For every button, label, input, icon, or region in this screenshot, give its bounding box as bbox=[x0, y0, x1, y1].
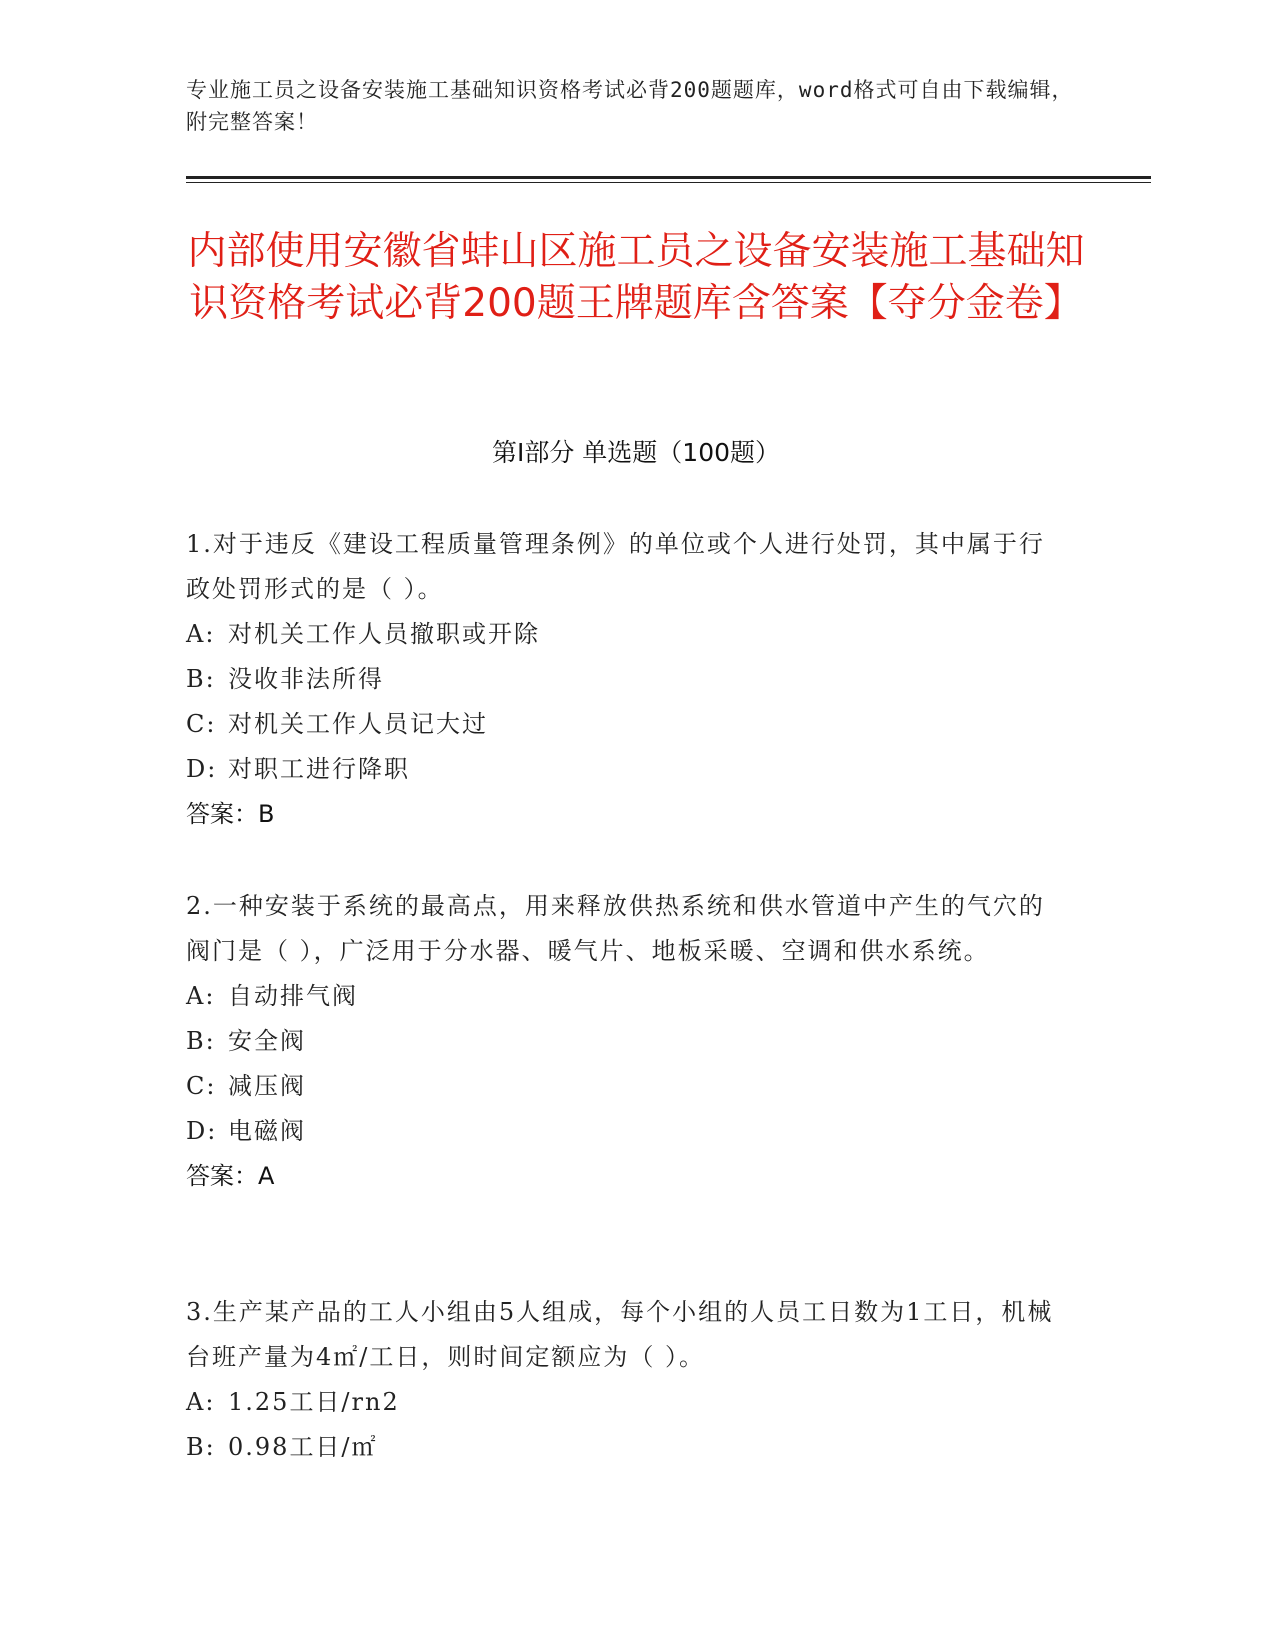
option-text: 0.98工日/㎡ bbox=[228, 1433, 378, 1461]
question-1 bbox=[186, 522, 1066, 837]
question-2 bbox=[186, 884, 1066, 1199]
option-d bbox=[186, 747, 1066, 792]
option-a bbox=[186, 974, 1066, 1019]
option-letter: B: bbox=[186, 1433, 216, 1461]
option-text: 对机关工作人员记大过 bbox=[228, 710, 488, 738]
option-text: 没收非法所得 bbox=[228, 665, 384, 693]
option-text: 对机关工作人员撤职或开除 bbox=[228, 620, 540, 648]
option-letter: B: bbox=[186, 1027, 216, 1055]
option-c bbox=[186, 1064, 1066, 1109]
option-letter: C: bbox=[186, 1072, 217, 1100]
section-title: 第Ⅰ部分 单选题（100题） bbox=[491, 438, 781, 467]
option-b bbox=[186, 1425, 1066, 1470]
option-letter: C: bbox=[186, 710, 217, 738]
option-text: 安全阀 bbox=[228, 1027, 306, 1055]
option-d bbox=[186, 1109, 1066, 1154]
option-b bbox=[186, 1019, 1066, 1064]
option-a bbox=[186, 612, 1066, 657]
question-stem: 1.对于违反《建设工程质量管理条例》的单位或个人进行处罚，其中属于行政处罚形式的是（ ）。 bbox=[186, 530, 1045, 603]
option-letter: A: bbox=[186, 1388, 216, 1416]
answer-line: 答案：A bbox=[186, 1162, 275, 1190]
option-text: 自动排气阀 bbox=[228, 982, 358, 1010]
question-stem: 3.生产某产品的工人小组由5人组成，每个小组的人员工日数为1工日，机械台班产量为4㎡/工日，则时间定额应为（ ）。 bbox=[186, 1298, 1054, 1371]
option-text: 对职工进行降职 bbox=[228, 755, 410, 783]
option-text: 电磁阀 bbox=[228, 1117, 306, 1145]
header-rule-thick bbox=[186, 176, 1151, 179]
question-stem: 2.一种安装于系统的最高点，用来释放供热系统和供水管道中产生的气穴的阀门是（ ），广泛用于分水器、暖气片、地板采暖、空调和供水系统。 bbox=[186, 892, 1045, 965]
header-note: 专业施工员之设备安装施工基础知识资格考试必背200题题库，word格式可自由下载编辑，附完整答案！ bbox=[186, 78, 1074, 134]
option-text: 1.25工日/rn2 bbox=[228, 1388, 400, 1416]
option-b bbox=[186, 657, 1066, 702]
option-text: 减压阀 bbox=[228, 1072, 306, 1100]
option-letter: A: bbox=[186, 982, 216, 1010]
option-letter: D: bbox=[186, 1117, 218, 1145]
document-title: 内部使用安徽省蚌山区施工员之设备安装施工基础知识资格考试必背200题王牌题库含答案【夺分金卷】 bbox=[187, 229, 1085, 326]
option-c bbox=[186, 702, 1066, 747]
answer-line: 答案：B bbox=[186, 800, 275, 828]
option-a bbox=[186, 1380, 1066, 1425]
question-3 bbox=[186, 1290, 1066, 1470]
option-letter: B: bbox=[186, 665, 216, 693]
option-letter: D: bbox=[186, 755, 218, 783]
header-rule-thin bbox=[186, 182, 1151, 183]
option-letter: A: bbox=[186, 620, 216, 648]
